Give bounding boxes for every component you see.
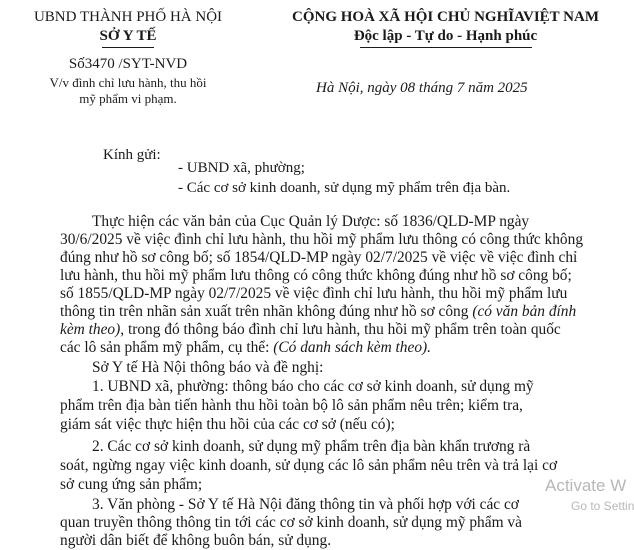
date-line: Hà Nội, ngày 08 tháng 7 năm 2025 bbox=[316, 80, 528, 96]
body-line: Sở Y tế Hà Nội thông báo và đề nghị: bbox=[92, 359, 324, 376]
body-line: 30/6/2025 về việc đình chỉ lưu hành, thu hồi mỹ phẩm lưu thông có công thức không bbox=[60, 231, 584, 248]
body-text: các lô sản phẩm mỹ phẩm, cụ thể: bbox=[60, 339, 274, 356]
body-line: sở cung ứng sản phẩm; bbox=[60, 476, 203, 493]
activation-watermark-title: Activate W bbox=[545, 476, 627, 495]
national-name: CỘNG HOÀ XÃ HỘI CHỦ NGHĨAVIỆT NAM bbox=[292, 9, 599, 25]
body-line: lưu hành, thu hồi mỹ phẩm lưu thông có công thức không đúng như hồ sơ công bố; bbox=[60, 267, 572, 284]
body-line: phẩm trên địa bàn tiến hành thu hồi toàn bộ lô sản phẩm nêu trên; kiểm tra, bbox=[60, 397, 523, 414]
issuing-authority: UBND THÀNH PHỐ HÀ NỘI bbox=[33, 9, 223, 25]
recipients-label: Kính gửi: bbox=[103, 147, 161, 163]
attachment-note: kèm theo) bbox=[60, 321, 121, 338]
motto-underline bbox=[360, 47, 532, 48]
activation-watermark-subtitle: Go to Settin bbox=[571, 499, 634, 513]
issuing-department: SỞ Y TẾ bbox=[99, 28, 157, 44]
attachment-note: (có văn bản đính bbox=[472, 303, 577, 320]
body-line: đúng như hồ sơ công bố; số 1854/QLD-MP ngày 02/7/2025 về việc về việc đình chỉ bbox=[60, 249, 578, 266]
body-line: 2. Các cơ sở kinh doanh, sử dụng mỹ phẩm trên địa bàn khẩn trương rà bbox=[92, 438, 531, 455]
body-text: , trong đó thông báo đình chỉ lưu hành, thu hồi mỹ phẩm trên toàn quốc bbox=[120, 321, 561, 338]
subject-line-1: V/v đình chỉ lưu hành, thu hồi bbox=[49, 75, 207, 90]
list-attached-note: (Có danh sách kèm theo). bbox=[273, 339, 431, 356]
body-line: Thực hiện các văn bản của Cục Quản lý Dược: số 1836/QLD-MP ngày bbox=[92, 213, 530, 230]
body-line bbox=[60, 303, 576, 321]
national-motto: Độc lập - Tự do - Hạnh phúc bbox=[353, 28, 538, 44]
body-line bbox=[60, 321, 561, 339]
subject-line-2: mỹ phẩm vi phạm. bbox=[79, 91, 177, 106]
body-text: thông tin trên nhãn sản xuất trên nhãn không đúng như hồ sơ công bbox=[60, 303, 473, 320]
body-line bbox=[60, 339, 431, 357]
recipient-item: - Các cơ sở kinh doanh, sử dụng mỹ phẩm trên địa bàn. bbox=[178, 180, 511, 196]
body-line: quan truyền thông thông tin tới các cơ sở kinh doanh, sử dụng mỹ phẩm và bbox=[60, 514, 522, 531]
department-underline bbox=[102, 47, 154, 48]
document-number: Số3470 /SYT-NVD bbox=[68, 56, 188, 72]
body-line: 3. Văn phòng - Sở Y tế Hà Nội đăng thông tin và phối hợp với các cơ bbox=[92, 496, 519, 513]
body-line: số 1855/QLD-MP ngày 02/7/2025 về việc đình chỉ lưu hành, thu hồi mỹ phẩm lưu bbox=[60, 285, 568, 302]
body-line: giám sát việc thực hiện thu hồi của các cơ sở (nếu có); bbox=[60, 416, 395, 433]
recipient-item: - UBND xã, phường; bbox=[178, 160, 305, 176]
body-line: 1. UBND xã, phường: thông báo cho các cơ sở kinh doanh, sử dụng mỹ bbox=[92, 378, 534, 395]
body-line: soát, ngừng ngay việc kinh doanh, sử dụng các lô sản phẩm nêu trên và trả lại cơ bbox=[60, 457, 558, 474]
body-line: người dân biết để không buôn bán, sử dụng. bbox=[60, 532, 332, 549]
